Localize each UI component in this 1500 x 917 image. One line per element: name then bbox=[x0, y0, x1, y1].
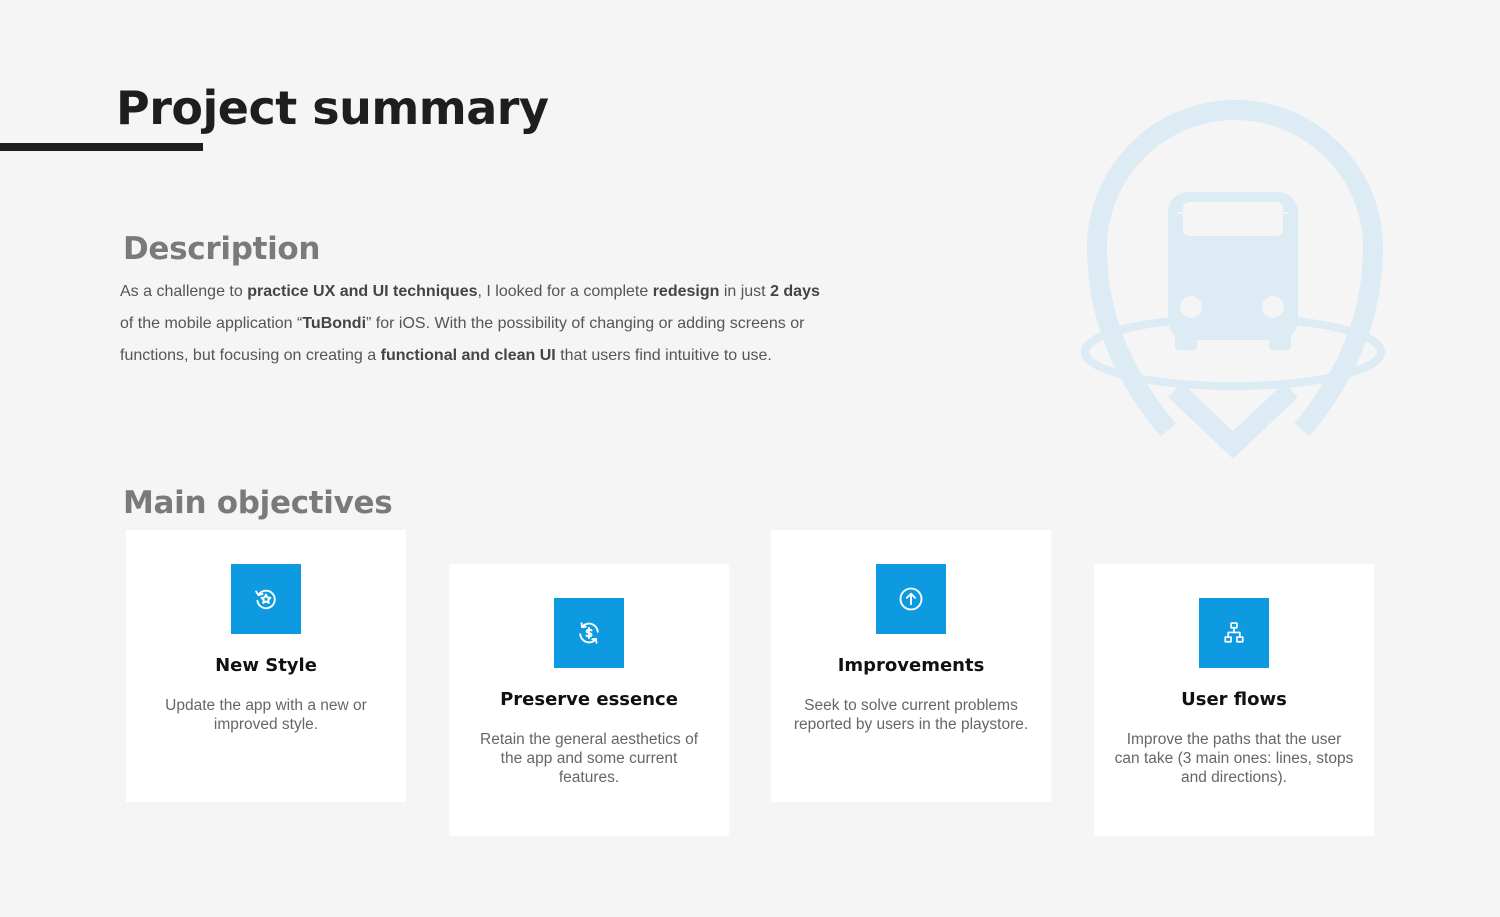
card-icon-box bbox=[1199, 598, 1269, 668]
description-segment: As a challenge to bbox=[120, 283, 248, 300]
card-text: Seek to solve current problems reported by users in the playstore. bbox=[793, 697, 1029, 733]
description-segment-bold: practice UX and UI techniques bbox=[247, 283, 478, 300]
description-segment: that users find intuitive to use. bbox=[555, 347, 772, 364]
description-segment: , I looked for a complete bbox=[477, 283, 653, 300]
description-heading: Description bbox=[123, 231, 321, 267]
card-title: Preserve essence bbox=[500, 689, 678, 710]
objective-card-user-flows bbox=[1094, 564, 1374, 836]
description-segment: of the mobile application “ bbox=[120, 315, 303, 332]
bus-location-pin-icon bbox=[1075, 100, 1395, 460]
arrow-up-circle-icon bbox=[897, 585, 925, 613]
sync-dollar-icon bbox=[575, 619, 603, 647]
description-segment-bold: TuBondi bbox=[302, 315, 367, 332]
description-segment: ” for iOS. With the possibility of changing or adding screens or functions, but focusing on creating a bbox=[120, 315, 805, 364]
description-segment-bold: functional and clean UI bbox=[380, 347, 556, 364]
sitemap-icon bbox=[1220, 619, 1248, 647]
card-icon-box bbox=[231, 564, 301, 634]
objective-card-preserve-essence bbox=[449, 564, 729, 836]
card-text: Update the app with a new or improved style. bbox=[165, 697, 367, 733]
description-segment-bold: redesign bbox=[652, 283, 720, 300]
refresh-star-icon bbox=[252, 585, 280, 613]
card-text: Retain the general aesthetics of the app and some current features. bbox=[480, 731, 698, 786]
page-title: Project summary bbox=[116, 81, 549, 135]
description-segment: in just bbox=[719, 283, 771, 300]
card-text: Improve the paths that the user can take (3 main ones: lines, stops and directions). bbox=[1114, 731, 1354, 786]
description-segment-bold: 2 days bbox=[770, 283, 820, 300]
title-underline bbox=[0, 143, 203, 151]
card-title: User flows bbox=[1181, 689, 1287, 710]
objective-card-new-style bbox=[126, 530, 406, 802]
description-text bbox=[120, 276, 820, 372]
card-icon-box bbox=[876, 564, 946, 634]
card-title: Improvements bbox=[837, 655, 985, 676]
card-title: New Style bbox=[215, 655, 317, 676]
objectives-heading: Main objectives bbox=[123, 485, 393, 521]
objective-card-improvements bbox=[771, 530, 1051, 802]
card-icon-box bbox=[554, 598, 624, 668]
